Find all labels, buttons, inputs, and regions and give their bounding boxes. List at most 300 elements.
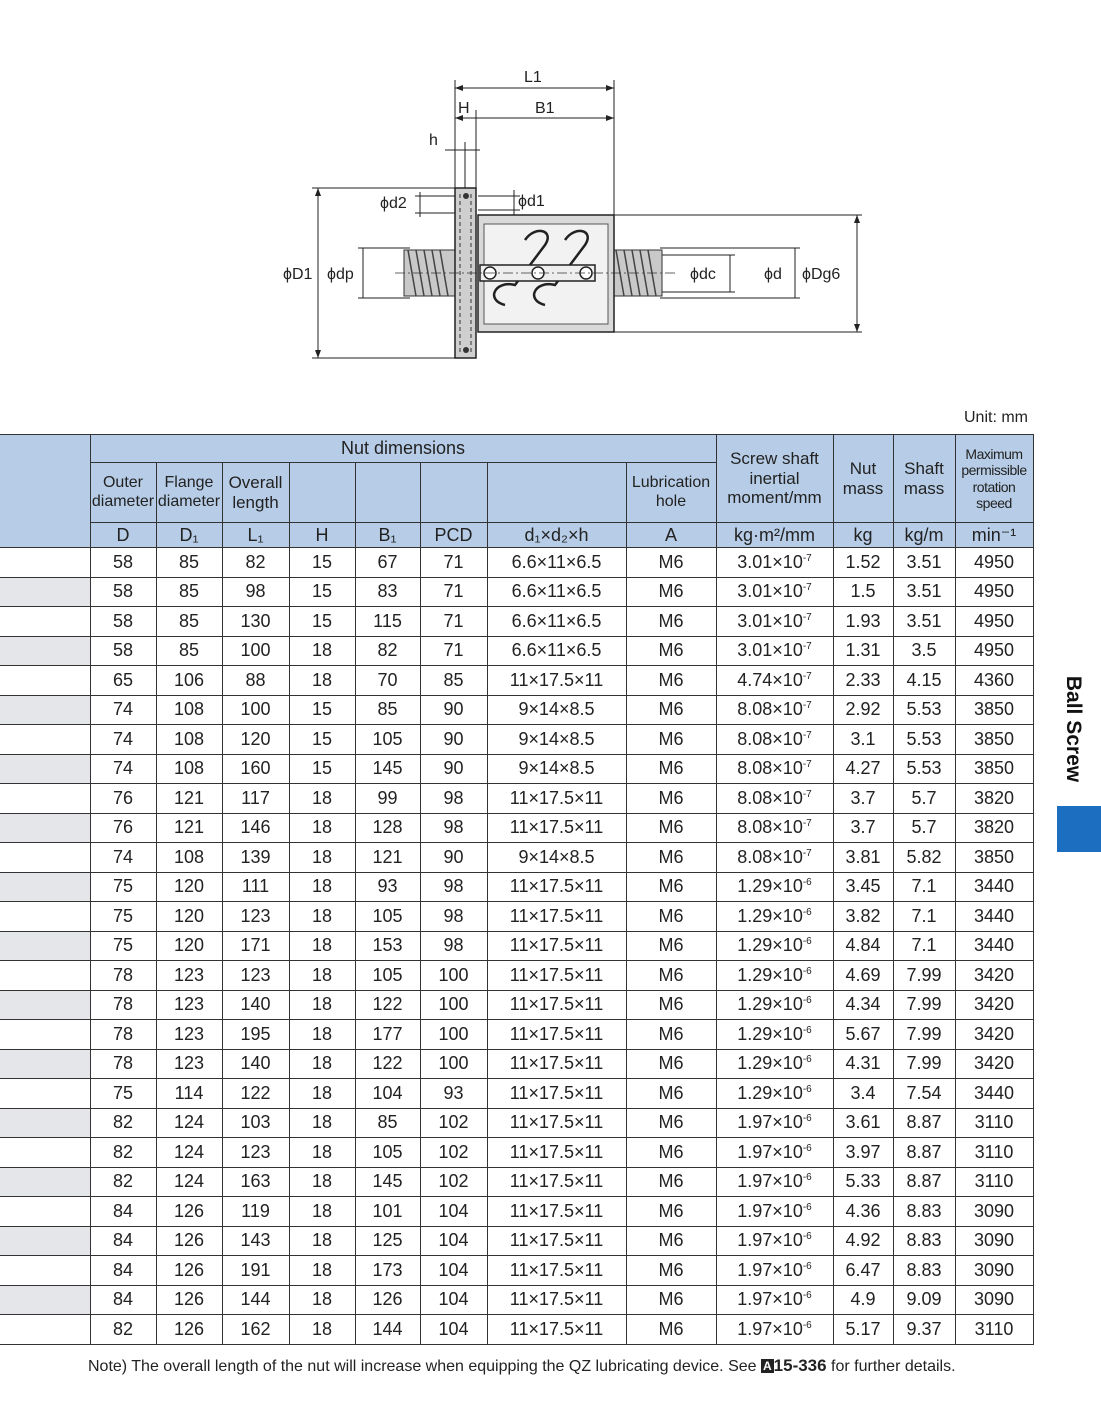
inertia-times-ten: ×10 — [772, 699, 803, 720]
cell-bolt: 9×14×8.5 — [487, 725, 626, 755]
inertia-mantissa: 4.74 — [737, 669, 773, 690]
cell-h: 18 — [289, 1285, 355, 1315]
table-row — [0, 902, 1033, 932]
cell-a: M6 — [626, 725, 716, 755]
cell-inertia — [716, 1167, 833, 1197]
cell-bolt: 11×17.5×11 — [487, 872, 626, 902]
inertia-mantissa: 1.29 — [737, 1023, 773, 1044]
cell-l1: 123 — [222, 1138, 289, 1168]
cell-a: M6 — [626, 931, 716, 961]
cell-shaft-mass: 8.87 — [893, 1138, 955, 1168]
cell-d: 76 — [90, 813, 156, 843]
flange-diameter-header: Flange diameter — [156, 463, 222, 523]
cell-nut-mass: 4.9 — [833, 1285, 893, 1315]
cell-b1: 126 — [355, 1285, 420, 1315]
cell-pcd: 98 — [420, 784, 487, 814]
cell-nut-mass: 1.5 — [833, 577, 893, 607]
cell-a: M6 — [626, 1079, 716, 1109]
inertia-times-ten: ×10 — [772, 669, 803, 690]
cell-a: M6 — [626, 1315, 716, 1345]
cell-l1: 160 — [222, 754, 289, 784]
inertia-exponent: -6 — [802, 1319, 812, 1331]
nut-dimension-table — [0, 434, 1034, 1345]
cell-d1: 108 — [156, 754, 222, 784]
cell-a: M6 — [626, 872, 716, 902]
cell-a: M6 — [626, 695, 716, 725]
cell-l1: 120 — [222, 725, 289, 755]
table-row — [0, 961, 1033, 991]
table-row — [0, 990, 1033, 1020]
row-lead-cell — [0, 695, 90, 725]
cell-shaft-mass: 7.54 — [893, 1079, 955, 1109]
inertia-times-ten: ×10 — [772, 640, 803, 661]
inertia-times-ten: ×10 — [772, 1171, 803, 1192]
cell-pcd: 71 — [420, 548, 487, 578]
cell-speed: 4950 — [955, 548, 1033, 578]
cell-b1: 85 — [355, 695, 420, 725]
cell-a: M6 — [626, 961, 716, 991]
inertia-mantissa: 3.01 — [737, 640, 773, 661]
row-lead-cell — [0, 1167, 90, 1197]
section-tab-marker[interactable] — [1057, 806, 1101, 852]
inertia-times-ten: ×10 — [772, 1141, 803, 1162]
footnote-text: Note) The overall length of the nut will increase when equipping the QZ lubricating device. See — [88, 1358, 761, 1375]
inertia-mantissa: 8.08 — [737, 787, 773, 808]
cell-nut-mass: 4.69 — [833, 961, 893, 991]
row-lead-cell — [0, 902, 90, 932]
cell-speed: 4950 — [955, 636, 1033, 666]
footnote — [88, 1356, 956, 1376]
cell-bolt: 11×17.5×11 — [487, 1226, 626, 1256]
row-lead-cell — [0, 636, 90, 666]
cell-nut-mass: 2.33 — [833, 666, 893, 696]
label-dc: ϕdc — [690, 266, 716, 283]
unit-label: Unit: mm — [964, 409, 1028, 426]
table-row — [0, 1256, 1033, 1286]
table-row — [0, 607, 1033, 637]
table-row — [0, 1226, 1033, 1256]
nut-mass-header: Nut mass — [833, 435, 893, 523]
inertia-times-ten: ×10 — [772, 1289, 803, 1310]
row-lead-cell — [0, 1285, 90, 1315]
inertia-times-ten: ×10 — [772, 876, 803, 897]
cell-bolt: 11×17.5×11 — [487, 902, 626, 932]
cell-bolt: 9×14×8.5 — [487, 754, 626, 784]
cell-nut-mass: 4.34 — [833, 990, 893, 1020]
cell-h: 18 — [289, 1138, 355, 1168]
inertia-mantissa: 8.08 — [737, 846, 773, 867]
cell-a: M6 — [626, 784, 716, 814]
cell-bolt: 11×17.5×11 — [487, 1256, 626, 1286]
label-h: h — [429, 132, 438, 149]
inertia-exponent: -6 — [802, 1290, 812, 1302]
cell-h: 18 — [289, 1020, 355, 1050]
cell-d1: 85 — [156, 636, 222, 666]
cell-pcd: 98 — [420, 813, 487, 843]
inertia-exponent: -7 — [802, 788, 812, 800]
cell-d: 82 — [90, 1108, 156, 1138]
inertia-exponent: -7 — [802, 759, 812, 771]
cell-d: 75 — [90, 872, 156, 902]
unit-speed: min⁻¹ — [955, 523, 1033, 548]
cell-pcd: 90 — [420, 695, 487, 725]
cell-bolt: 11×17.5×11 — [487, 1049, 626, 1079]
cell-bolt: 11×17.5×11 — [487, 931, 626, 961]
cell-shaft-mass: 7.1 — [893, 902, 955, 932]
cell-d: 78 — [90, 961, 156, 991]
cell-h: 15 — [289, 725, 355, 755]
label-dp: ϕdp — [327, 266, 354, 283]
cell-shaft-mass: 7.99 — [893, 990, 955, 1020]
cell-a: M6 — [626, 754, 716, 784]
table-row — [0, 1167, 1033, 1197]
cell-nut-mass: 3.61 — [833, 1108, 893, 1138]
inertia-mantissa: 1.97 — [737, 1230, 773, 1251]
cell-nut-mass: 2.92 — [833, 695, 893, 725]
cell-bolt: 11×17.5×11 — [487, 1079, 626, 1109]
cell-d1: 120 — [156, 902, 222, 932]
cell-l1: 162 — [222, 1315, 289, 1345]
cell-speed: 3110 — [955, 1138, 1033, 1168]
cell-b1: 153 — [355, 931, 420, 961]
cell-shaft-mass: 8.83 — [893, 1256, 955, 1286]
cell-d: 78 — [90, 990, 156, 1020]
row-lead-cell — [0, 1256, 90, 1286]
cell-pcd: 98 — [420, 931, 487, 961]
cell-pcd: 102 — [420, 1138, 487, 1168]
cell-inertia — [716, 666, 833, 696]
inertia-exponent: -7 — [802, 552, 812, 564]
inertia-times-ten: ×10 — [772, 846, 803, 867]
cell-speed: 3090 — [955, 1226, 1033, 1256]
cell-d1: 120 — [156, 931, 222, 961]
inertia-mantissa: 1.29 — [737, 1053, 773, 1074]
cell-d: 74 — [90, 695, 156, 725]
inertia-times-ten: ×10 — [772, 1230, 803, 1251]
cell-pcd: 93 — [420, 1079, 487, 1109]
inertia-times-ten: ×10 — [772, 1082, 803, 1103]
cell-a: M6 — [626, 1197, 716, 1227]
cell-d1: 108 — [156, 725, 222, 755]
cell-a: M6 — [626, 1020, 716, 1050]
table-body — [0, 548, 1033, 1345]
cell-d: 84 — [90, 1285, 156, 1315]
cell-inertia — [716, 636, 833, 666]
cell-bolt: 11×17.5×11 — [487, 1138, 626, 1168]
table-row — [0, 1020, 1033, 1050]
cell-d1: 120 — [156, 872, 222, 902]
inertia-mantissa: 1.29 — [737, 1082, 773, 1103]
label-D1: ϕD1 — [283, 266, 313, 283]
cell-bolt: 11×17.5×11 — [487, 666, 626, 696]
cell-d1: 123 — [156, 990, 222, 1020]
cell-nut-mass: 3.97 — [833, 1138, 893, 1168]
footnote-page-ref[interactable]: 15-336 — [773, 1356, 827, 1375]
cell-speed: 3090 — [955, 1285, 1033, 1315]
cell-pcd: 102 — [420, 1167, 487, 1197]
cell-pcd: 98 — [420, 872, 487, 902]
cell-bolt: 9×14×8.5 — [487, 843, 626, 873]
row-lead-cell — [0, 1197, 90, 1227]
cell-b1: 82 — [355, 636, 420, 666]
cell-d: 65 — [90, 666, 156, 696]
cell-pcd: 104 — [420, 1197, 487, 1227]
cell-d: 76 — [90, 784, 156, 814]
inertia-exponent: -6 — [802, 1201, 812, 1213]
cell-d: 84 — [90, 1197, 156, 1227]
blank-header-PCD — [420, 463, 487, 523]
cell-b1: 122 — [355, 1049, 420, 1079]
row-lead-cell — [0, 961, 90, 991]
cell-d: 82 — [90, 1167, 156, 1197]
cell-l1: 123 — [222, 961, 289, 991]
cell-h: 18 — [289, 1256, 355, 1286]
table-row — [0, 931, 1033, 961]
cell-inertia — [716, 813, 833, 843]
blank-header-bolt — [487, 463, 626, 523]
cell-pcd: 104 — [420, 1226, 487, 1256]
cell-inertia — [716, 872, 833, 902]
table-row — [0, 813, 1033, 843]
symbol-B1: B₁ — [355, 523, 420, 548]
cell-bolt: 6.6×11×6.5 — [487, 636, 626, 666]
inertia-exponent: -7 — [802, 847, 812, 859]
footnote-text-end: for further details. — [826, 1358, 956, 1375]
cell-shaft-mass: 3.51 — [893, 548, 955, 578]
table-row — [0, 1108, 1033, 1138]
cell-a: M6 — [626, 666, 716, 696]
label-d: ϕd — [764, 266, 782, 283]
row-lead-cell — [0, 1079, 90, 1109]
cell-h: 18 — [289, 931, 355, 961]
inertia-mantissa: 1.97 — [737, 1112, 773, 1133]
cell-nut-mass: 5.33 — [833, 1167, 893, 1197]
unit-nut-mass: kg — [833, 523, 893, 548]
cell-l1: 191 — [222, 1256, 289, 1286]
row-lead-cell — [0, 990, 90, 1020]
label-B1: B1 — [535, 100, 555, 117]
table-row — [0, 636, 1033, 666]
cell-inertia — [716, 1315, 833, 1345]
row-lead-cell — [0, 784, 90, 814]
table-row — [0, 1049, 1033, 1079]
inertia-mantissa: 1.97 — [737, 1141, 773, 1162]
cell-inertia — [716, 1256, 833, 1286]
cell-l1: 100 — [222, 695, 289, 725]
symbol-D1: D₁ — [156, 523, 222, 548]
cell-bolt: 11×17.5×11 — [487, 1197, 626, 1227]
cell-nut-mass: 6.47 — [833, 1256, 893, 1286]
cell-a: M6 — [626, 902, 716, 932]
cell-shaft-mass: 7.99 — [893, 1049, 955, 1079]
cell-l1: 111 — [222, 872, 289, 902]
cell-nut-mass: 5.67 — [833, 1020, 893, 1050]
cell-b1: 83 — [355, 577, 420, 607]
cell-l1: 98 — [222, 577, 289, 607]
cell-h: 18 — [289, 872, 355, 902]
cell-speed: 3440 — [955, 902, 1033, 932]
table-row — [0, 1197, 1033, 1227]
cell-d: 58 — [90, 607, 156, 637]
cell-b1: 122 — [355, 990, 420, 1020]
inertia-exponent: -6 — [802, 936, 812, 948]
cell-speed: 3820 — [955, 784, 1033, 814]
cell-inertia — [716, 931, 833, 961]
cell-inertia — [716, 961, 833, 991]
cell-shaft-mass: 3.51 — [893, 607, 955, 637]
cell-shaft-mass: 8.83 — [893, 1197, 955, 1227]
cell-b1: 104 — [355, 1079, 420, 1109]
cell-inertia — [716, 548, 833, 578]
cell-inertia — [716, 843, 833, 873]
cell-bolt: 6.6×11×6.5 — [487, 607, 626, 637]
cell-inertia — [716, 577, 833, 607]
overall-length-header: Overall length — [222, 463, 289, 523]
left-margin-header — [0, 435, 90, 548]
inertia-times-ten: ×10 — [772, 610, 803, 631]
cell-d1: 85 — [156, 548, 222, 578]
inertia-exponent: -6 — [802, 1113, 812, 1125]
inertia-times-ten: ×10 — [772, 905, 803, 926]
cell-inertia — [716, 1049, 833, 1079]
cell-a: M6 — [626, 843, 716, 873]
cell-h: 18 — [289, 1079, 355, 1109]
cell-l1: 122 — [222, 1079, 289, 1109]
cell-pcd: 104 — [420, 1256, 487, 1286]
cell-pcd: 71 — [420, 636, 487, 666]
cell-d: 58 — [90, 577, 156, 607]
cell-bolt: 11×17.5×11 — [487, 1020, 626, 1050]
cell-l1: 82 — [222, 548, 289, 578]
row-lead-cell — [0, 1108, 90, 1138]
inertia-times-ten: ×10 — [772, 1053, 803, 1074]
cell-d1: 126 — [156, 1226, 222, 1256]
inertia-mantissa: 1.29 — [737, 905, 773, 926]
cell-l1: 171 — [222, 931, 289, 961]
cell-bolt: 6.6×11×6.5 — [487, 548, 626, 578]
cell-l1: 119 — [222, 1197, 289, 1227]
cell-d1: 85 — [156, 607, 222, 637]
table-row — [0, 725, 1033, 755]
inertia-exponent: -7 — [802, 729, 812, 741]
label-H: H — [458, 100, 470, 117]
cell-h: 18 — [289, 1049, 355, 1079]
cell-a: M6 — [626, 1049, 716, 1079]
cell-speed: 3440 — [955, 931, 1033, 961]
cell-bolt: 11×17.5×11 — [487, 1285, 626, 1315]
cell-h: 18 — [289, 1315, 355, 1345]
table-row — [0, 577, 1033, 607]
cell-speed: 3110 — [955, 1108, 1033, 1138]
cell-h: 18 — [289, 1108, 355, 1138]
cell-h: 18 — [289, 666, 355, 696]
symbol-H: H — [289, 523, 355, 548]
cell-shaft-mass: 7.99 — [893, 961, 955, 991]
cell-b1: 105 — [355, 1138, 420, 1168]
inertia-mantissa: 1.97 — [737, 1171, 773, 1192]
cell-shaft-mass: 5.82 — [893, 843, 955, 873]
cell-shaft-mass: 3.51 — [893, 577, 955, 607]
cell-d1: 123 — [156, 1049, 222, 1079]
inertia-exponent: -6 — [802, 906, 812, 918]
cell-shaft-mass: 9.37 — [893, 1315, 955, 1345]
inertia-exponent: -6 — [802, 1024, 812, 1036]
cell-d: 78 — [90, 1020, 156, 1050]
cell-nut-mass: 4.84 — [833, 931, 893, 961]
cell-b1: 145 — [355, 1167, 420, 1197]
cell-d: 78 — [90, 1049, 156, 1079]
blank-header-H — [289, 463, 355, 523]
cell-bolt: 9×14×8.5 — [487, 695, 626, 725]
row-lead-cell — [0, 843, 90, 873]
cell-d1: 126 — [156, 1197, 222, 1227]
inertia-mantissa: 8.08 — [737, 758, 773, 779]
cell-l1: 140 — [222, 990, 289, 1020]
table-row — [0, 784, 1033, 814]
inertia-times-ten: ×10 — [772, 1112, 803, 1133]
cell-d: 82 — [90, 1138, 156, 1168]
cell-b1: 125 — [355, 1226, 420, 1256]
cell-a: M6 — [626, 636, 716, 666]
cell-shaft-mass: 7.99 — [893, 1020, 955, 1050]
inertia-mantissa: 8.08 — [737, 817, 773, 838]
cell-bolt: 11×17.5×11 — [487, 784, 626, 814]
inertia-exponent: -6 — [802, 1231, 812, 1243]
cell-speed: 3850 — [955, 695, 1033, 725]
max-speed-header: Maximum permissible rotation speed — [955, 435, 1033, 523]
table-row — [0, 754, 1033, 784]
table-row — [0, 695, 1033, 725]
shaft-mass-header: Shaft mass — [893, 435, 955, 523]
table-row — [0, 666, 1033, 696]
cell-h: 15 — [289, 577, 355, 607]
cell-shaft-mass: 5.53 — [893, 754, 955, 784]
cell-h: 18 — [289, 961, 355, 991]
row-lead-cell — [0, 813, 90, 843]
cell-d1: 124 — [156, 1108, 222, 1138]
cell-bolt: 11×17.5×11 — [487, 813, 626, 843]
cell-d1: 85 — [156, 577, 222, 607]
inertia-mantissa: 3.01 — [737, 551, 773, 572]
cell-d: 74 — [90, 754, 156, 784]
label-d2: ϕd2 — [380, 195, 407, 212]
section-side-label-text: Ball Screw — [1062, 675, 1085, 783]
cell-nut-mass: 3.1 — [833, 725, 893, 755]
inertia-mantissa: 8.08 — [737, 699, 773, 720]
row-lead-cell — [0, 872, 90, 902]
cell-pcd: 85 — [420, 666, 487, 696]
cell-d: 74 — [90, 843, 156, 873]
row-lead-cell — [0, 577, 90, 607]
cell-l1: 117 — [222, 784, 289, 814]
row-lead-cell — [0, 1138, 90, 1168]
inertia-mantissa: 1.29 — [737, 994, 773, 1015]
inertia-exponent: -7 — [802, 818, 812, 830]
cell-inertia — [716, 1285, 833, 1315]
table-row — [0, 1315, 1033, 1345]
cell-h: 18 — [289, 636, 355, 666]
inertia-exponent: -6 — [802, 965, 812, 977]
cell-shaft-mass: 5.7 — [893, 784, 955, 814]
cell-b1: 105 — [355, 961, 420, 991]
cell-inertia — [716, 1108, 833, 1138]
inertia-mantissa: 3.01 — [737, 581, 773, 602]
cell-d1: 106 — [156, 666, 222, 696]
cell-d1: 121 — [156, 813, 222, 843]
cell-l1: 143 — [222, 1226, 289, 1256]
cell-a: M6 — [626, 1285, 716, 1315]
cell-speed: 3090 — [955, 1256, 1033, 1286]
